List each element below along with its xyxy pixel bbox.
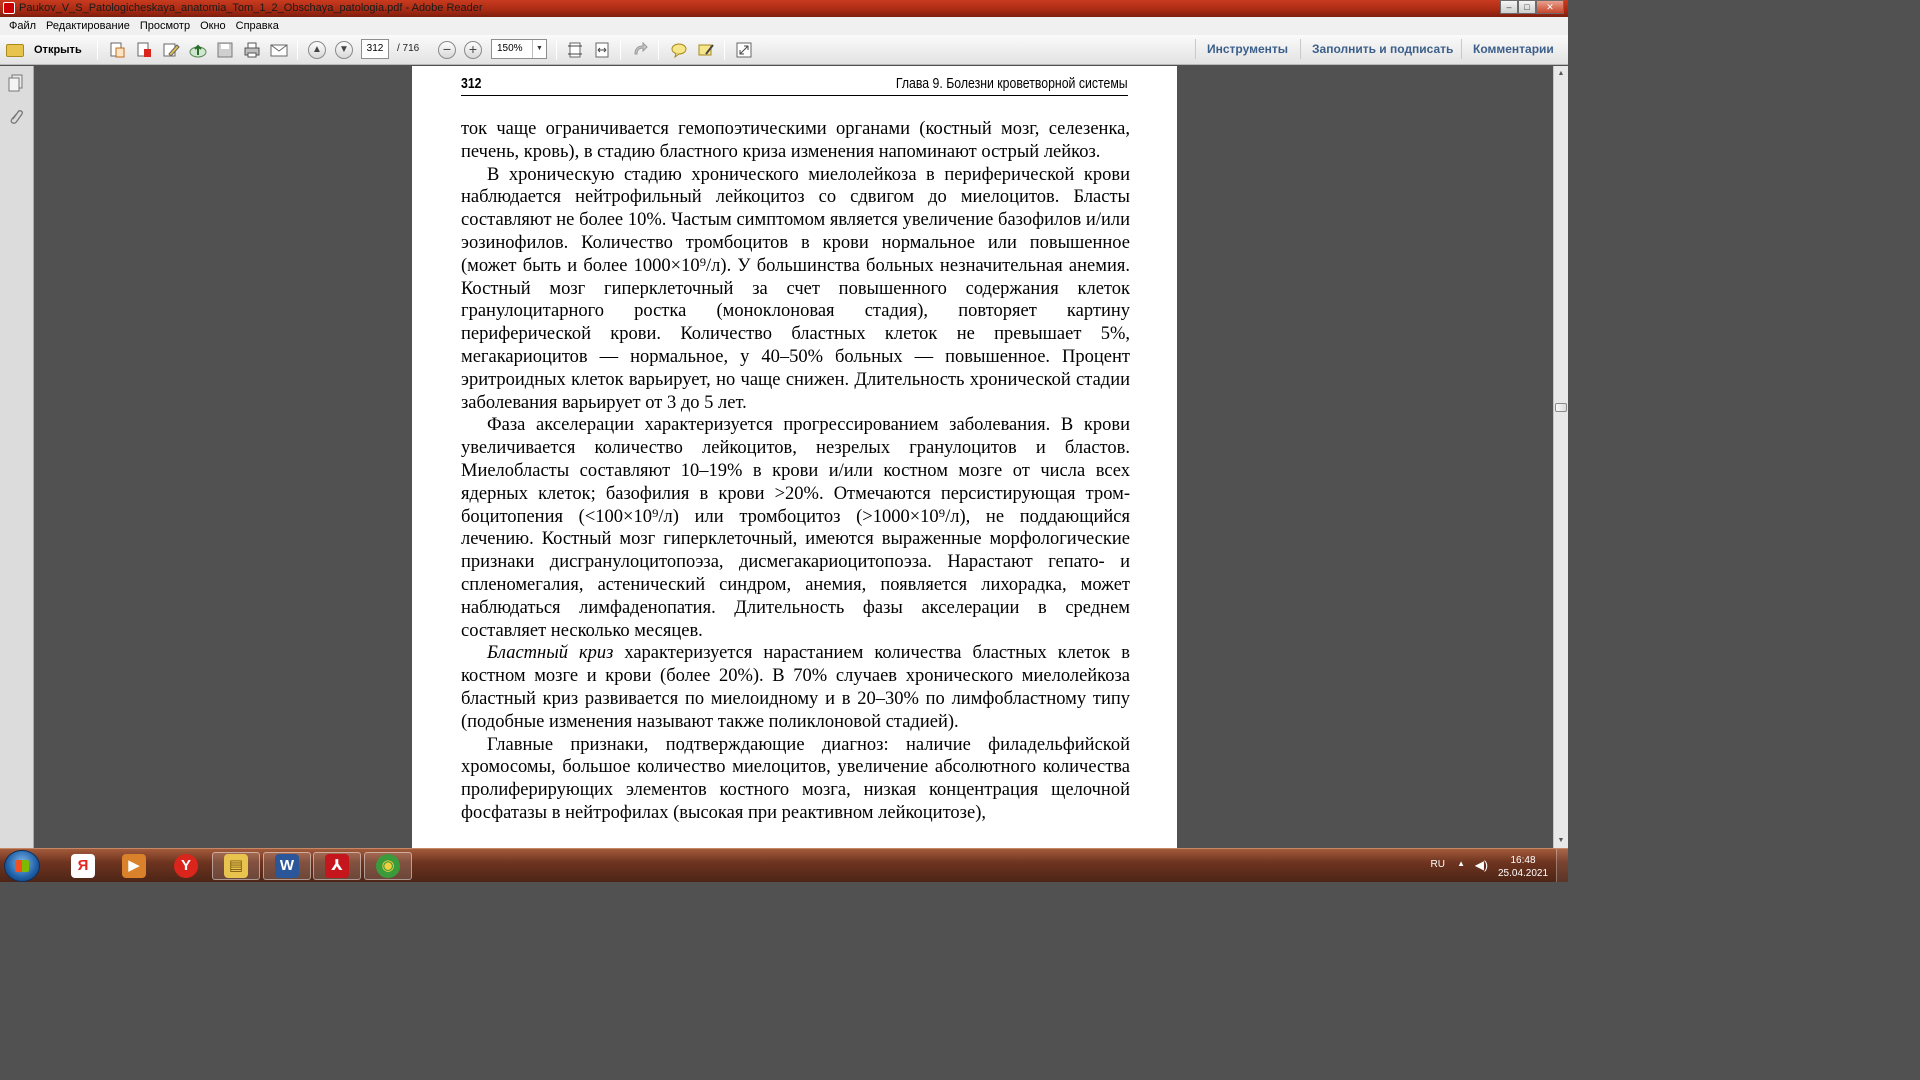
taskbar-item-yandex-browser[interactable]	[162, 852, 210, 880]
fit-width-icon[interactable]	[593, 41, 611, 59]
menu-file[interactable]: Файл	[9, 20, 37, 32]
chevron-down-icon[interactable]: ▼	[532, 40, 546, 58]
page-number: 312	[461, 75, 482, 92]
document-viewer[interactable]	[35, 66, 1553, 848]
minimize-button[interactable]: ‒	[1500, 0, 1518, 14]
fill-sign-link[interactable]: Заполнить и подписать	[1312, 42, 1454, 56]
taskbar-item-yandex[interactable]	[59, 852, 107, 880]
edit-icon[interactable]	[162, 41, 180, 59]
word-icon: W	[275, 854, 299, 878]
chapter-title: Глава 9. Болезни кроветворной системы	[896, 75, 1128, 92]
toolbar-separator	[297, 40, 298, 60]
toolbar-separator	[1300, 39, 1301, 59]
toolbar-separator	[724, 40, 725, 60]
menu-window[interactable]: Окно	[200, 20, 226, 32]
toolbar-separator	[658, 40, 659, 60]
upload-icon[interactable]	[189, 41, 207, 59]
chrome-icon: ◉	[376, 854, 400, 878]
email-icon[interactable]	[270, 41, 288, 59]
paragraph-text: характеризуется нарастанием количества бластных клеток в костном мозге и крови (более 20%). В 70% случаев хронического миелолейкоза бластный криз развивается по миелоидному и в 20–30% по лимфобластному типу (подобные изменения называют также поликлоновой стадией).	[461, 643, 1130, 732]
clock[interactable]	[1498, 854, 1548, 880]
maximize-button[interactable]: □	[1518, 0, 1536, 14]
tray-expand-icon[interactable]: ▲	[1457, 859, 1465, 868]
window-title: Paukov_V_S_Patologicheskaya_anatomia_Tom_1_2_Obschaya_patologia.pdf - Adobe Reader	[19, 2, 483, 14]
running-header	[461, 75, 1128, 96]
rotate-icon[interactable]	[631, 41, 649, 59]
toolbar-separator	[1195, 39, 1196, 59]
paragraph	[461, 642, 1130, 733]
create-pdf-icon[interactable]	[108, 41, 126, 59]
toolbar-separator	[556, 40, 557, 60]
zoom-select[interactable]	[491, 39, 547, 59]
clock-time: 16:48	[1510, 855, 1536, 866]
export-icon[interactable]	[135, 41, 153, 59]
open-button[interactable]	[6, 40, 82, 60]
page-total: / 716	[397, 43, 420, 54]
toolbar-separator	[620, 40, 621, 60]
taskbar-item-explorer[interactable]	[212, 852, 260, 880]
system-tray	[1408, 849, 1568, 882]
yandex-icon: Я	[71, 854, 95, 878]
taskbar-item-media-player[interactable]	[110, 852, 158, 880]
language-indicator[interactable]: RU	[1430, 859, 1445, 870]
comments-link[interactable]: Комментарии	[1473, 42, 1554, 56]
vertical-scrollbar[interactable]	[1553, 66, 1568, 848]
explorer-icon: ▤	[224, 854, 248, 878]
highlight-icon[interactable]	[697, 41, 715, 59]
title-bar	[0, 0, 1568, 17]
term-emphasis: Бластный криз	[487, 643, 614, 664]
main-toolbar	[0, 35, 1568, 65]
page-body-text	[461, 118, 1130, 825]
folder-icon	[6, 44, 24, 57]
navigation-pane	[0, 66, 34, 848]
paragraph: ток чаще ограничивается гемопоэтическими органами (костный мозг, селезенка, печень, кровь), в стадию бластного криза изменения напоминают острый лейкоз.	[461, 119, 1130, 162]
print-icon[interactable]	[243, 41, 261, 59]
windows-taskbar	[0, 848, 1568, 882]
pdf-page	[412, 66, 1177, 848]
page-down-icon[interactable]: ▼	[335, 41, 353, 59]
menu-help[interactable]: Справка	[235, 20, 279, 32]
scroll-up-icon[interactable]: ▲	[1557, 70, 1565, 77]
toolbar-separator	[1461, 39, 1462, 59]
paragraph: Главные признаки, подтверждающие диагноз: наличие филадельфийской хромосомы, большое количество миелоцитов, увеличение абсолютного количества пролиферирующих элементов костного мозга, низкая концентрация щелочной фосфатазы в нейтрофилах (высокая при реактивном лейкоцитозе),	[461, 734, 1130, 823]
menu-view[interactable]: Просмотр	[139, 20, 191, 32]
volume-icon[interactable]: ◀)	[1474, 858, 1488, 872]
zoom-in-icon[interactable]: +	[464, 41, 482, 59]
yandex-browser-icon: Y	[174, 854, 198, 878]
taskbar-item-chrome[interactable]	[364, 852, 412, 880]
scroll-down-icon[interactable]: ▼	[1557, 837, 1565, 844]
window-controls	[1500, 0, 1564, 14]
adobe-reader-app-icon[interactable]	[3, 2, 15, 14]
paragraph: Фаза акселерации характеризуется прогрессированием заболевания. В крови увеличивается количество лейкоцитов, незрелых гранулоцитов и бластов. Миелобласты составляют 10–19% в крови и/или костном мозге от числа всех ядерных клеток; базофилия в крови >20%. Отмечаются персистирующая тромбоцитопения (<100×10⁹/л) или тромбоцитоз (>1000×10⁹/л), не поддающийся лечению. Костный мозг гиперклеточный, имеются выраженные морфологические признаки дисгранулоцитопоэза, дисмегакариоцитопоэза. Нарастают гепато- и спленомегалия, астенический синдром, анемия, появляется лихорадка, может наблюдаться лимфаденопатия. Длительность фазы акселерации в среднем составляет несколько месяцев.	[461, 415, 1130, 641]
page-up-icon[interactable]: ▲	[308, 41, 326, 59]
taskbar-item-word[interactable]	[263, 852, 311, 880]
clock-date: 25.04.2021	[1498, 868, 1549, 879]
zoom-out-icon[interactable]: −	[438, 41, 456, 59]
toolbar-separator	[97, 40, 98, 60]
taskbar-item-adobe-reader[interactable]	[313, 852, 361, 880]
menu-edit[interactable]: Редактирование	[46, 20, 130, 32]
pages-icon[interactable]	[8, 74, 25, 92]
fullscreen-icon[interactable]	[735, 41, 753, 59]
start-button[interactable]	[4, 850, 40, 882]
show-desktop-button[interactable]	[1556, 849, 1568, 882]
page-number-input[interactable]: 312	[361, 39, 389, 59]
attachments-icon[interactable]	[8, 108, 25, 126]
fit-page-icon[interactable]	[566, 41, 584, 59]
zoom-value: 150%	[497, 43, 523, 54]
scrollbar-thumb[interactable]	[1555, 403, 1567, 412]
adobe-reader-icon: ⅄	[325, 854, 349, 878]
save-icon[interactable]	[216, 41, 234, 59]
open-button-label: Открыть	[34, 44, 82, 56]
close-button[interactable]: ✕	[1536, 0, 1564, 14]
menu-bar	[0, 17, 1568, 35]
media-player-icon: ▶	[122, 854, 146, 878]
tools-link[interactable]: Инструменты	[1207, 42, 1289, 56]
comment-icon[interactable]	[670, 41, 688, 59]
paragraph: В хроническую стадию хронического миелолейкоза в периферической крови наблюдается нейтрофильный лейкоцитоз со сдвигом до миелоцитов. Бласты составляют не более 10%. Частым симптомом является увеличение базофилов и/или эозинофилов. Количество тромбоцитов в крови нормальное или повышенное (может быть и более 1000×10⁹/л). У большинства больных незначительная анемия. Костный мозг гиперклеточный за счет повышенного содержания клеток гранулоцитарного ростка (моноклоновая стадия), повторяет картину периферической крови. Количество бластных клеток не превышает 5%, мегакариоцитов — нормальное, у 40–50% больных — повышенное. Процент эритроидных клеток варьирует, но чаще снижен. Длительность хронической стадии заболевания варьирует от 3 до 5 лет.	[461, 164, 1130, 413]
